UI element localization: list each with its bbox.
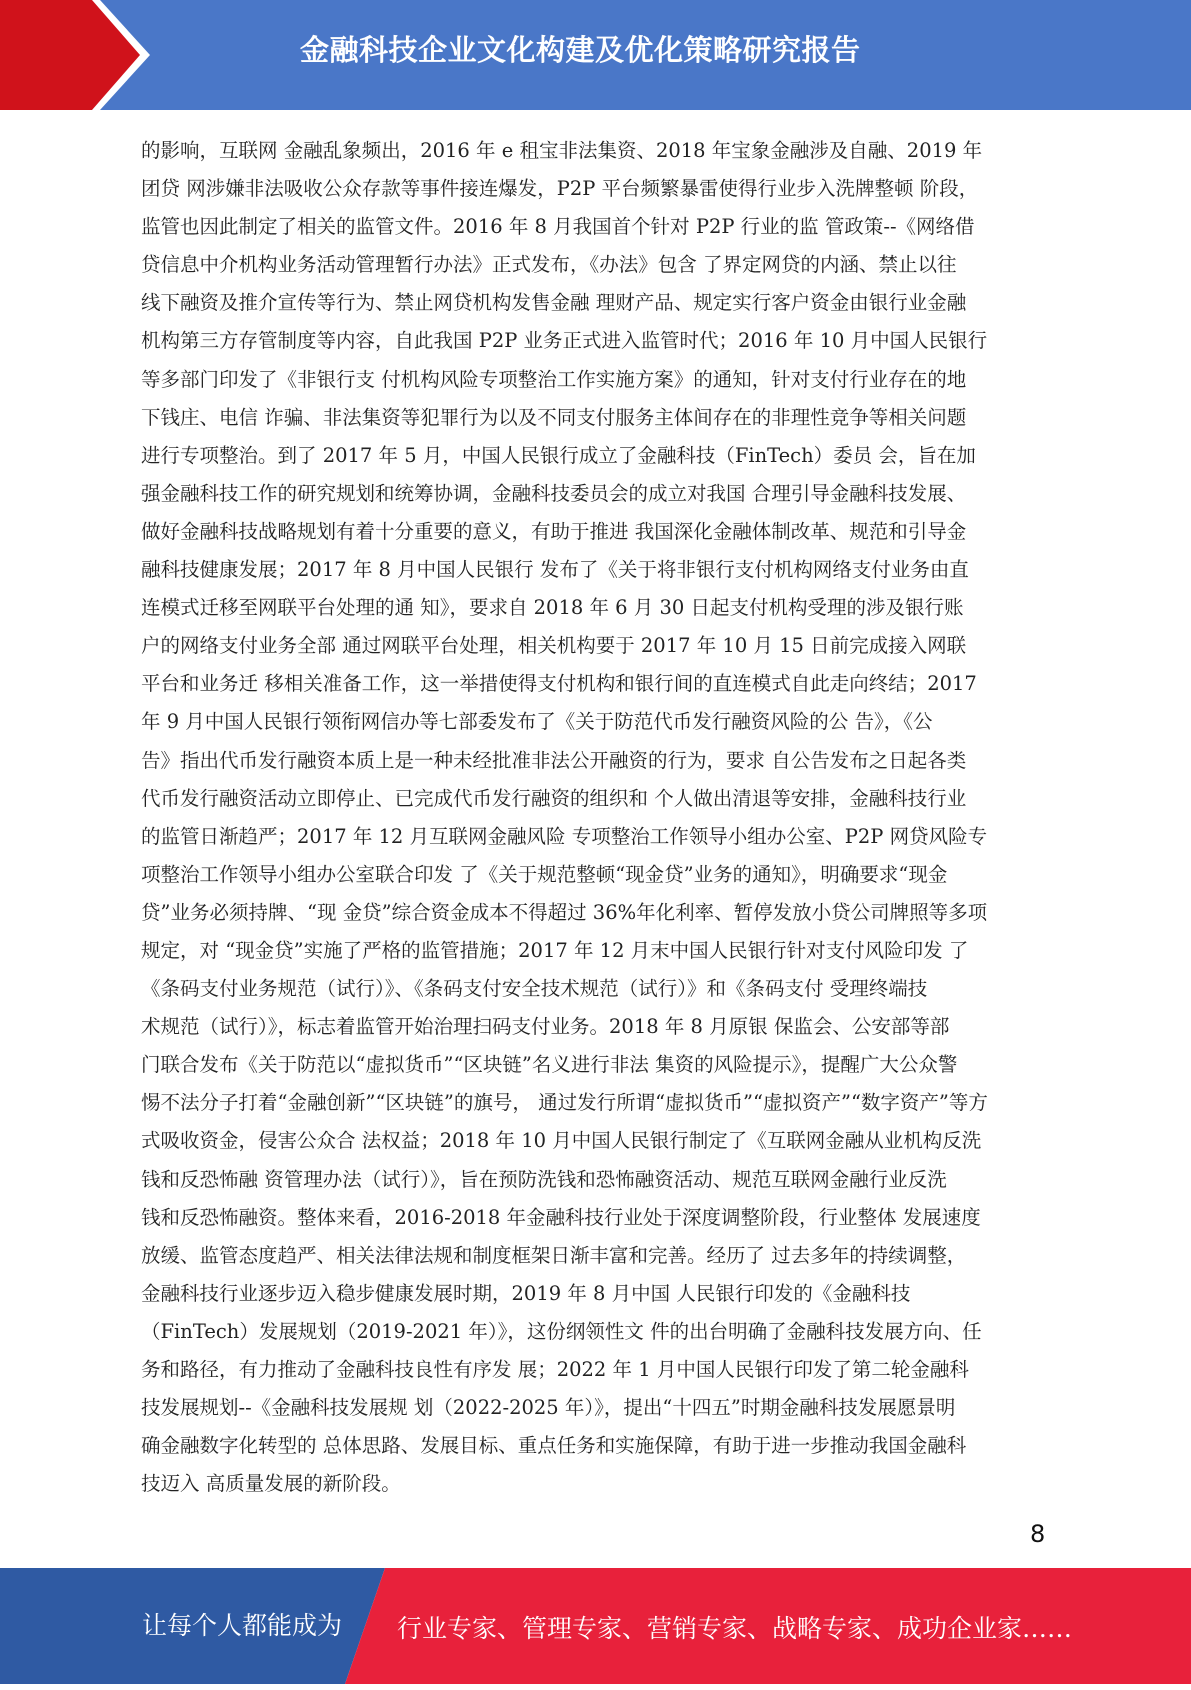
body-line: 平台和业务迁 移相关准备工作，这一举措使得支付机构和银行间的直连模式自此走向终结；2017 (141, 672, 977, 696)
body-line: 项整治工作领导小组办公室联合印发 了《关于规范整顿“现金贷”业务的通知》，明确要求“现金 (141, 862, 948, 886)
body-line: （FinTech）发展规划（2019-2021 年）》，这份纲领性文 件的出台明确了金融科技发展方向、任 (141, 1319, 982, 1343)
body-line: 规定，对 “现金贷”实施了严格的监管措施；2017 年 12 月末中国人民银行针对支付风险印发 了 (141, 938, 969, 962)
body-line: 代币发行融资活动立即停止、已完成代币发行融资的组织和 个人做出清退等安排，金融科技行业 (141, 786, 967, 810)
body-line: 放缓、监管态度趋严、相关法律法规和制度框架日渐丰富和完善。经历了 过去多年的持续调整， (141, 1243, 967, 1267)
body-line: 连模式迁移至网联平台处理的通 知》，要求自 2018 年 6 月 30 日起支付机构受理的涉及银行账 (141, 596, 964, 620)
footer-slogan-right: 行业专家、管理专家、营销专家、战略专家、成功企业家…… (397, 1614, 1073, 1643)
body-line: 等多部门印发了《非银行支 付机构风险专项整治工作实施方案》的通知，针对支付行业存在的地 (141, 367, 967, 391)
body-line: 术规范（试行）》，标志着监管开始治理扫码支付业务。2018 年 8 月原银 保监会、公安部等部 (141, 1015, 950, 1039)
body-line: 《条码支付业务规范（试行）》、《条码支付安全技术规范（试行）》和《条码支付 受理终端技 (141, 977, 928, 1001)
body-line: 线下融资及推介宣传等行为、禁止网贷机构发售金融 理财产品、规定实行客户资金由银行业金融 (141, 291, 967, 315)
body-line: 的监管日渐趋严；2017 年 12 月互联网金融风险 专项整治工作领导小组办公室、P2P 网贷风险专 (141, 824, 988, 848)
body-line: 技发展规划--《金融科技发展规 划（2022-2025 年）》，提出“十四五”时期金融科技发展愿景明 (141, 1396, 956, 1420)
body-line: 团贷 网涉嫌非法吸收公众存款等事件接连爆发，P2P 平台频繁暴雷使得行业步入洗牌整顿 阶段， (141, 177, 979, 201)
page-footer (0, 1568, 1191, 1684)
body-line: 钱和反恐怖融资。整体来看，2016-2018 年金融科技行业处于深度调整阶段，行业整体 发展速度 (141, 1205, 981, 1229)
body-line: 下钱庄、电信 诈骗、非法集资等犯罪行为以及不同支付服务主体间存在的非理性竞争等相关问题 (141, 405, 967, 429)
body-line: 务和路径，有力推动了金融科技良性有序发 展；2022 年 1 月中国人民银行印发了第二轮金融科 (141, 1358, 969, 1381)
header-arrow-icon (0, 0, 150, 110)
body-line: 强金融科技工作的研究规划和统筹协调，金融科技委员会的成立对我国 合理引导金融科技发展、 (141, 481, 967, 505)
body-line: 融科技健康发展；2017 年 8 月中国人民银行 发布了《关于将非银行支付机构网络支付业务由直 (141, 558, 969, 582)
body-line: 贷”业务必须持牌、“现 金贷”综合资金成本不得超过 36%年化利率、暂停发放小贷公司牌照等多项 (141, 900, 988, 924)
body-line: 式吸收资金，侵害公众合 法权益；2018 年 10 月中国人民银行制定了《互联网金融从业机构反洗 (141, 1129, 982, 1153)
body-line: 进行专项整治。到了 2017 年 5 月，中国人民银行成立了金融科技（FinTech）委员 会，旨在加 (141, 443, 976, 467)
body-line: 机构第三方存管制度等内容，自此我国 P2P 业务正式进入监管时代；2016 年 10 月中国人民银行 (141, 329, 988, 353)
body-text (141, 132, 1051, 1503)
body-line: 金融科技行业逐步迈入稳步健康发展时期，2019 年 8 月中国 人民银行印发的《金融科技 (141, 1281, 911, 1305)
body-line: 户的网络支付业务全部 通过网联平台处理，相关机构要于 2017 年 10 月 15 日前完成接入网联 (141, 634, 967, 658)
page-header (0, 0, 1191, 110)
body-line: 惕不法分子打着“金融创新”“区块链”的旗号， 通过发行所谓“虚拟货币”“虚拟资产”“数字资产”等方 (141, 1091, 988, 1115)
body-line: 钱和反恐怖融 资管理办法（试行）》，旨在预防洗钱和恐怖融资活动、规范互联网金融行业反洗 (141, 1167, 947, 1191)
body-line: 门联合发布《关于防范以“虚拟货币”“区块链”名义进行非法 集资的风险提示》，提醒广大公众警 (141, 1053, 958, 1077)
footer-slogan-left: 让每个人都能成为 (142, 1611, 343, 1640)
body-line: 监管也因此制定了相关的监管文件。2016 年 8 月我国首个针对 P2P 行业的监 管政策--《网络借 (141, 215, 975, 239)
body-line: 告》指出代币发行融资本质上是一种未经批准非法公开融资的行为，要求 自公告发布之日起各类 (141, 748, 967, 772)
body-line: 年 9 月中国人民银行领衔网信办等七部委发布了《关于防范代币发行融资风险的公 告》，《公 (141, 710, 933, 734)
body-line: 技迈入 高质量发展的新阶段。 (141, 1472, 401, 1496)
document-title: 金融科技企业文化构建及优化策略研究报告 (300, 33, 861, 67)
page-number: 8 (1030, 1520, 1046, 1548)
body-line: 贷信息中介机构业务活动管理暂行办法》正式发布，《办法》包含 了界定网贷的内涵、禁止以往 (141, 253, 957, 277)
body-line: 确金融数字化转型的 总体思路、发展目标、重点任务和实施保障，有助于进一步推动我国金融科 (141, 1434, 967, 1458)
body-line: 的影响，互联网 金融乱象频出，2016 年 e 租宝非法集资、2018 年宝象金融涉及自融、2019 年 (141, 139, 983, 162)
body-line: 做好金融科技战略规划有着十分重要的意义，有助于推进 我国深化金融体制改革、规范和引导金 (141, 519, 967, 543)
